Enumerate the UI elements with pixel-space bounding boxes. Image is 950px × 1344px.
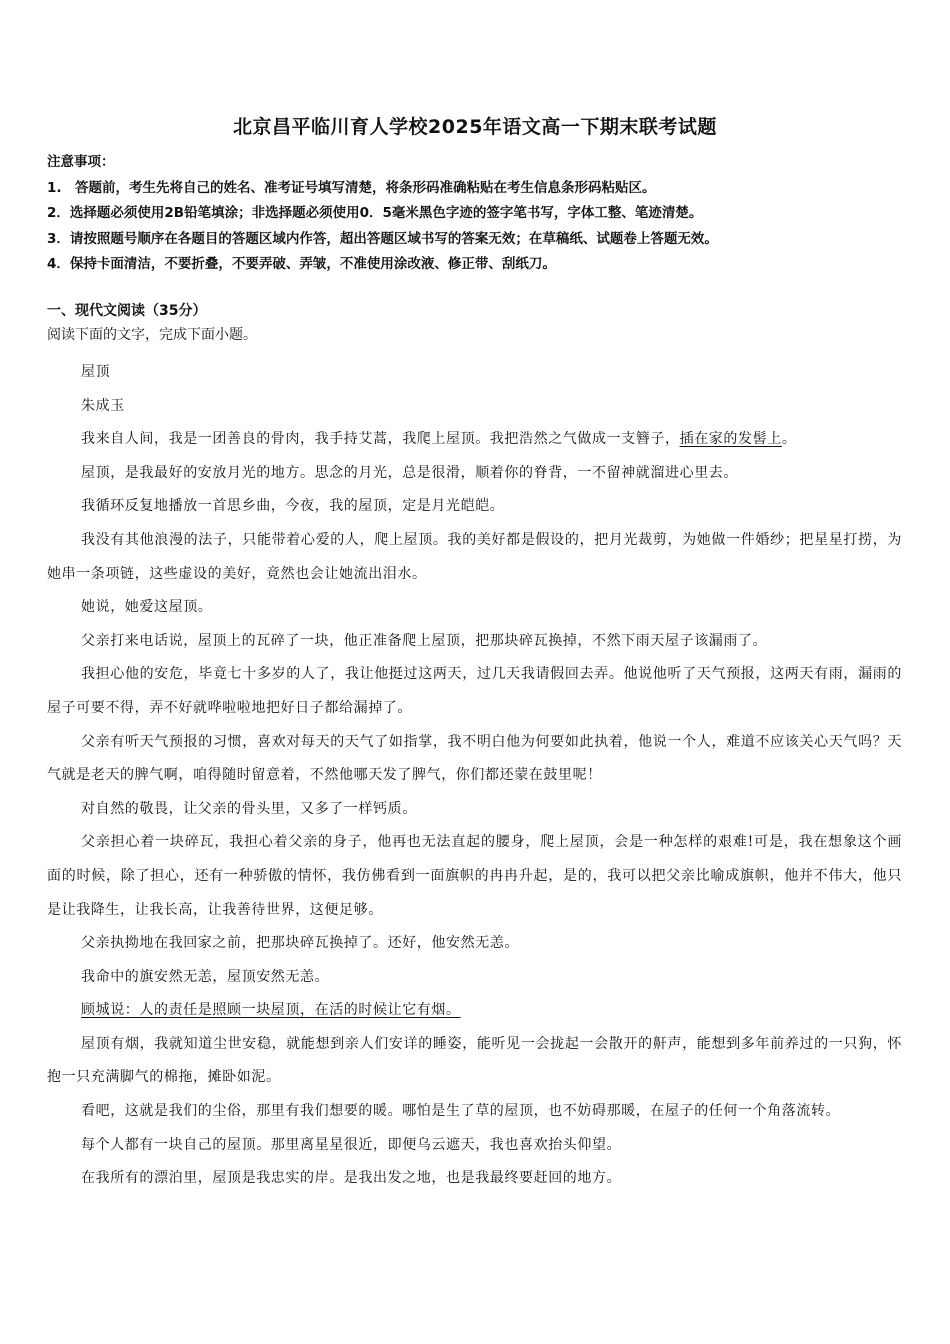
paragraph: 我担心他的安危，毕竟七十多岁的人了，我让他挺过这两天，过几天我请假回去弄。他说他听了天气预报，这两天有雨，漏雨的屋子可要不得，弄不好就哗啦啦地把好日子都给漏掉了。 bbox=[47, 666, 902, 716]
paragraph: 我来自人间，我是一团善良的骨肉，我手持艾蒿，我爬上屋顶。我把浩然之气做成一支簪子，插在家的发髻上。 bbox=[81, 431, 797, 448]
exam-title: 北京昌平临川育人学校2025年语文高一下期末联考试题 bbox=[233, 116, 717, 138]
paragraph: 我命中的旗安然无恙，屋顶安然无恙。 bbox=[81, 968, 330, 985]
paragraph: 看吧，这就是我们的尘俗，那里有我们想要的暖。哪怕是生了草的屋顶，也不妨碍那暖，在屋子的任何一个角落流转。 bbox=[81, 1103, 841, 1120]
paragraph: 我没有其他浪漫的法子，只能带着心爱的人，爬上屋顶。我的美好都是假设的，把月光裁剪，为她做一件婚纱；把星星打捞，为她串一条项链，这些虚设的美好，竟然也会让她流出泪水。 bbox=[47, 531, 902, 582]
paragraph: 在我所有的漂泊里，屋顶是我忠实的岸。是我出发之地，也是我最终要赶回的地方。 bbox=[81, 1170, 622, 1187]
paragraph: 父亲打来电话说，屋顶上的瓦碎了一块，他正准备爬上屋顶，把那块碎瓦换掉，不然下雨天屋子该漏雨了。 bbox=[81, 632, 768, 649]
notice-block bbox=[47, 150, 917, 278]
paragraph bbox=[47, 994, 902, 1028]
underlined-sentence: 顾城说：人的责任是照顾一块屋顶，在活的时候让它有烟。 bbox=[81, 1002, 461, 1019]
paragraph: 屋顶有烟，我就知道尘世安稳，就能想到亲人们安详的睡姿，能听见一会拢起一会散开的鼾声，能想到多年前养过的一只狗，怀抱一只充满脚气的棉拖，摊卧如泥。 bbox=[47, 1035, 902, 1086]
notice-item-3: 3．请按照题号顺序在各题目的答题区域内作答，超出答题区域书写的答案无效；在草稿纸、试题卷上答题无效。 bbox=[47, 230, 718, 247]
section-heading: 一、现代文阅读（35分） bbox=[47, 303, 207, 319]
notice-item-2: 2．选择题必须使用2B铅笔填涂；非选择题必须使用0．5毫米黑色字迹的签字笔书写，字体工整、笔迹清楚。 bbox=[47, 205, 703, 221]
article-title: 屋顶 bbox=[81, 364, 111, 380]
paragraph: 对自然的敬畏，让父亲的骨头里，又多了一样钙质。 bbox=[81, 800, 417, 817]
paragraph: 父亲执拗地在我回家之前，把那块碎瓦换掉了。还好，他安然无恙。 bbox=[81, 935, 519, 952]
article-author: 朱成玉 bbox=[81, 397, 125, 414]
article-body bbox=[47, 356, 902, 1196]
paragraph: 她说，她爱这屋顶。 bbox=[81, 599, 213, 616]
paragraph: 我循环反复地播放一首思乡曲，今夜，我的屋顶，定是月光皑皑。 bbox=[81, 498, 505, 515]
notice-heading: 注意事项： bbox=[47, 154, 115, 170]
notice-item-4: 4．保持卡面清洁，不要折叠，不要弄破、弄皱，不准使用涂改液、修正带、刮纸刀。 bbox=[47, 256, 556, 272]
paragraph: 父亲担心着一块碎瓦，我担心着父亲的身子，他再也无法直起的腰身，爬上屋顶，会是一种怎样的艰难!可是，我在想象这个画面的时候，除了担心，还有一种骄傲的情怀，我仿佛看到一面旗帜的冉冉升起，是的，我可以把父亲比喻成旗帜，他并不伟大，他只是让我降生，让我长高，让我善待世界，这便足够。 bbox=[47, 834, 902, 918]
underlined-phrase: 插在家的发髻上 bbox=[679, 431, 782, 448]
paragraph: 每个人都有一块自己的屋顶。那里离星星很近，即便乌云遮天，我也喜欢抬头仰望。 bbox=[81, 1136, 622, 1153]
notice-item-1: 1. 答题前，考生先将自己的姓名、准考证号填写清楚，将条形码准确粘贴在考生信息条形码粘贴区。 bbox=[47, 179, 656, 196]
reading-instruction: 阅读下面的文字，完成下面小题。 bbox=[47, 327, 257, 343]
paragraph: 屋顶，是我最好的安放月光的地方。思念的月光，总是很滑，顺着你的脊背，一不留神就溜进心里去。 bbox=[81, 464, 738, 481]
paragraph: 父亲有听天气预报的习惯，喜欢对每天的天气了如指掌，我不明白他为何要如此执着，他说一个人，难道不应该关心天气吗？天气就是老天的脾气啊，咱得随时留意着，不然他哪天发了脾气，你们都还蒙在鼓里呢！ bbox=[47, 733, 902, 784]
